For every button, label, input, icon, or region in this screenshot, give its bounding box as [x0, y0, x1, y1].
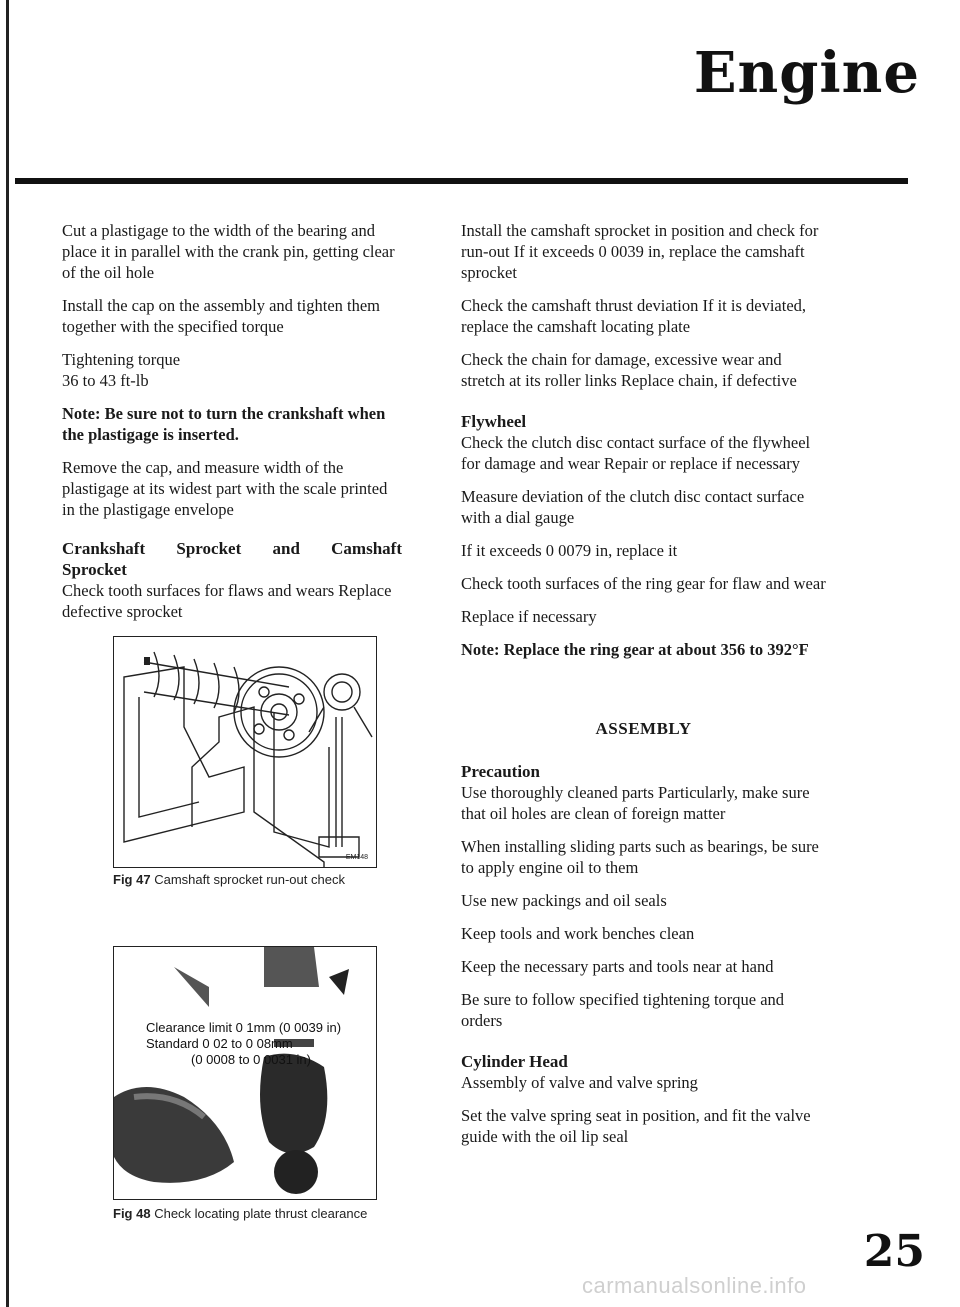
section-heading-line2: Sprocket [62, 560, 127, 579]
section-heading: Flywheel [461, 412, 527, 431]
paragraph: Install the camshaft sprocket in position and check for run-out If it exceeds 0 0039 in, replace the camshaft sprocket [461, 221, 819, 282]
paragraph: Be sure to follow specified tightening torque and orders [461, 990, 785, 1030]
torque-spec [62, 349, 402, 391]
figure-camshaft-sprocket-runout [113, 636, 377, 868]
figure-locating-plate-clearance [113, 946, 377, 1200]
paragraph: If it exceeds 0 0079 in, replace it [461, 541, 678, 560]
paragraph: Measure deviation of the clutch disc contact surface with a dial gauge [461, 487, 805, 527]
watermark-link[interactable]: carmanualsonline.info [582, 1273, 807, 1298]
torque-label: Tightening torque [62, 350, 181, 369]
paragraph: Check tooth surfaces for flaws and wears Replace defective sprocket [62, 581, 392, 621]
section-title: Engine [693, 40, 920, 106]
header-rule [15, 178, 908, 184]
figure-number: Fig 48 [113, 1206, 151, 1221]
paragraph: Check tooth surfaces of the ring gear for flaw and wear [461, 574, 826, 593]
page-edge-line [6, 0, 9, 1307]
right-column [461, 220, 826, 1159]
paragraph: Check the clutch disc contact surface of the flywheel for damage and wear Repair or replace if necessary [461, 433, 811, 473]
paragraph: Remove the cap, and measure width of the plastigage at its widest part with the scale printed in the plastigage envelope [62, 458, 388, 519]
figure-caption-text: Camshaft sprocket run-out check [154, 872, 345, 887]
figure-caption [113, 872, 345, 887]
paragraph: Replace if necessary [461, 607, 597, 626]
left-column [62, 220, 402, 634]
paragraph: Check the camshaft thrust deviation If it is deviated, replace the camshaft locating plate [461, 296, 807, 336]
figure-caption-text: Check locating plate thrust clearance [154, 1206, 368, 1221]
paragraph: Install the cap on the assembly and tighten them together with the specified torque [62, 296, 381, 336]
note: Note: Replace the ring gear at about 356 to 392°F [461, 640, 809, 659]
paragraph: Check the chain for damage, excessive wear and stretch at its roller links Replace chain, if defective [461, 350, 797, 390]
section-heading: Crankshaft Sprocket and Camshaft [62, 539, 402, 558]
torque-value: 36 to 43 ft-lb [62, 371, 149, 390]
page-number: 25 [863, 1226, 925, 1277]
paragraph: Keep the necessary parts and tools near at hand [461, 957, 774, 976]
paragraph: Set the valve spring seat in position, and fit the valve guide with the oil lip seal [461, 1106, 811, 1146]
paragraph: When installing sliding parts such as bearings, be sure to apply engine oil to them [461, 837, 819, 877]
clearance-spec-label: Clearance limit 0 1mm (0 0039 in) Standard 0 02 to 0 08mm (0 0008 to 0 0031 in) [146, 1020, 342, 1067]
figure-number: Fig 47 [113, 872, 151, 887]
section-heading: Cylinder Head [461, 1052, 568, 1071]
camshaft-illustration [114, 637, 376, 867]
paragraph: Assembly of valve and valve spring [461, 1073, 698, 1092]
figure-code: EM148 [345, 854, 368, 861]
note: Note: Be sure not to turn the crankshaft when the plastigage is inserted. [62, 404, 386, 444]
section-heading: Precaution [461, 762, 541, 781]
locating-plate-photo [114, 947, 376, 1199]
paragraph: Cut a plastigage to the width of the bearing and place it in parallel with the crank pin, getting clear of the oil hole [62, 221, 395, 282]
figure-caption [113, 1206, 367, 1221]
paragraph: Keep tools and work benches clean [461, 924, 695, 943]
paragraph: Use new packings and oil seals [461, 891, 667, 910]
assembly-heading: ASSEMBLY [595, 719, 692, 738]
paragraph: Use thoroughly cleaned parts Particularly, make sure that oil holes are clean of foreign matter [461, 783, 810, 823]
